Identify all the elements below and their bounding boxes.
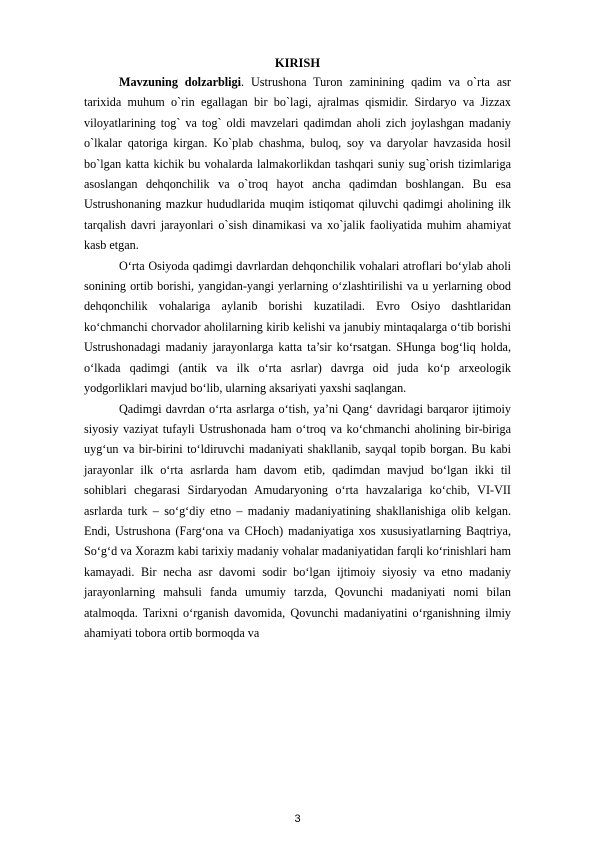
paragraph-transition: Qadimgi davrdan o‘rta asrlarga o‘tish, ya’ni Qang‘ davridagi barqaror ijtimoiy siyosiy vaziyat tufayli Ustrushonada ham o‘troq va ko‘chmanchi aholining bir-biriga uyg‘un va bir-birini to‘ldiruvchi madaniyati shakllanib, sayqal topib borgan. Bu kabi jarayonlar ilk o‘rta asrlarda ham davom etib, qadimdan mavjud bo‘lgan ikki til sohiblari chegarasi Sirdaryodan Amudaryoning o‘rta havzalariga ko‘chib, VI-VII asrlarda turk – so‘g‘diy etno – madaniy madaniyatining shakllanishiga olib kelgan. Endi, Ustrushona (Farg‘ona va CHoch) madaniyatiga xos xususiyatlarning Baqtriya, So‘g‘d va Xorazm kabi tarixiy madaniy vohalar madaniyatidan farqli ko‘rinishlari ham kamayadi. Bir necha asr davomi sodir bo‘lgan ijtimoiy siyosiy va etno madaniy jarayonlarning mahsuli fanda umumiy tarzda, Qovunchi madaniyati nomi bilan atalmoqda. Tarixni o‘rganish davomida, Qovunchi madaniyatini o‘rganishning ilmiy ahamiyati tobora ortib bormoqda va (84, 401, 511, 640)
document-page (84, 56, 511, 643)
section-heading: KIRISH (274, 56, 321, 70)
paragraph-central-asia: O‘rta Osiyoda qadimgi davrlardan dehqonchilik vohalari atroflari bo‘ylab aholi sonining ortib borishi, yangidan-yangi yerlarning o‘zlashtirilishi va u yerlarning obod dehqonchilik vohalariga aylanib borishi kuzatiladi. Evro Osiyo dashtlaridan ko‘chmanchi chorvador aholilarning kirib kelishi va janubiy mintaqalarga o‘tib borishi Ustrushonadagi madaniy jarayonlarga katta ta’sir ko‘rsatgan. SHunga bog‘liq holda, o‘lkada qadimgi (antik va ilk o‘rta asrlar) davrga oid juda ko‘p arxeologik yodgorliklari mavjud bo‘lib, ularning aksariyati yaxshi saqlangan. (84, 258, 511, 396)
relevance-body: . Ustrushona Turon zaminining qadim va o`rta asr tarixida muhum o`rin egallagan bir bo`lagi, ajralmas qismidir. Sirdaryo va Jizzax viloyatlarining tog` va tog` oldi mavzelari qadimdan aholi zich joylashgan madaniy o`lkalar qatoriga kirgan. Ko`plab chashma, buloq, soy va daryolar havzasida hosil bo`lgan katta kichik bu vohalarda lalmakorlikdan tashqari suniy sug`orish tizimlariga asoslangan dehqonchilik va o`troq hayot ancha qadimdan boshlangan. Bu esa Ustrushonaning mazkur hududlarida muqim istiqomat qiluvchi qadimgi aholining ilk tarqalish davri jarayonlari o`sish dinamikasi va xo`jalik faoliyatida muhim ahamiyat kasb etgan. (84, 75, 511, 253)
relevance-lead-term: Mavzuning dolzarbligi (119, 75, 242, 89)
page-number: 3 (294, 813, 301, 825)
paragraph-relevance (84, 72, 511, 256)
